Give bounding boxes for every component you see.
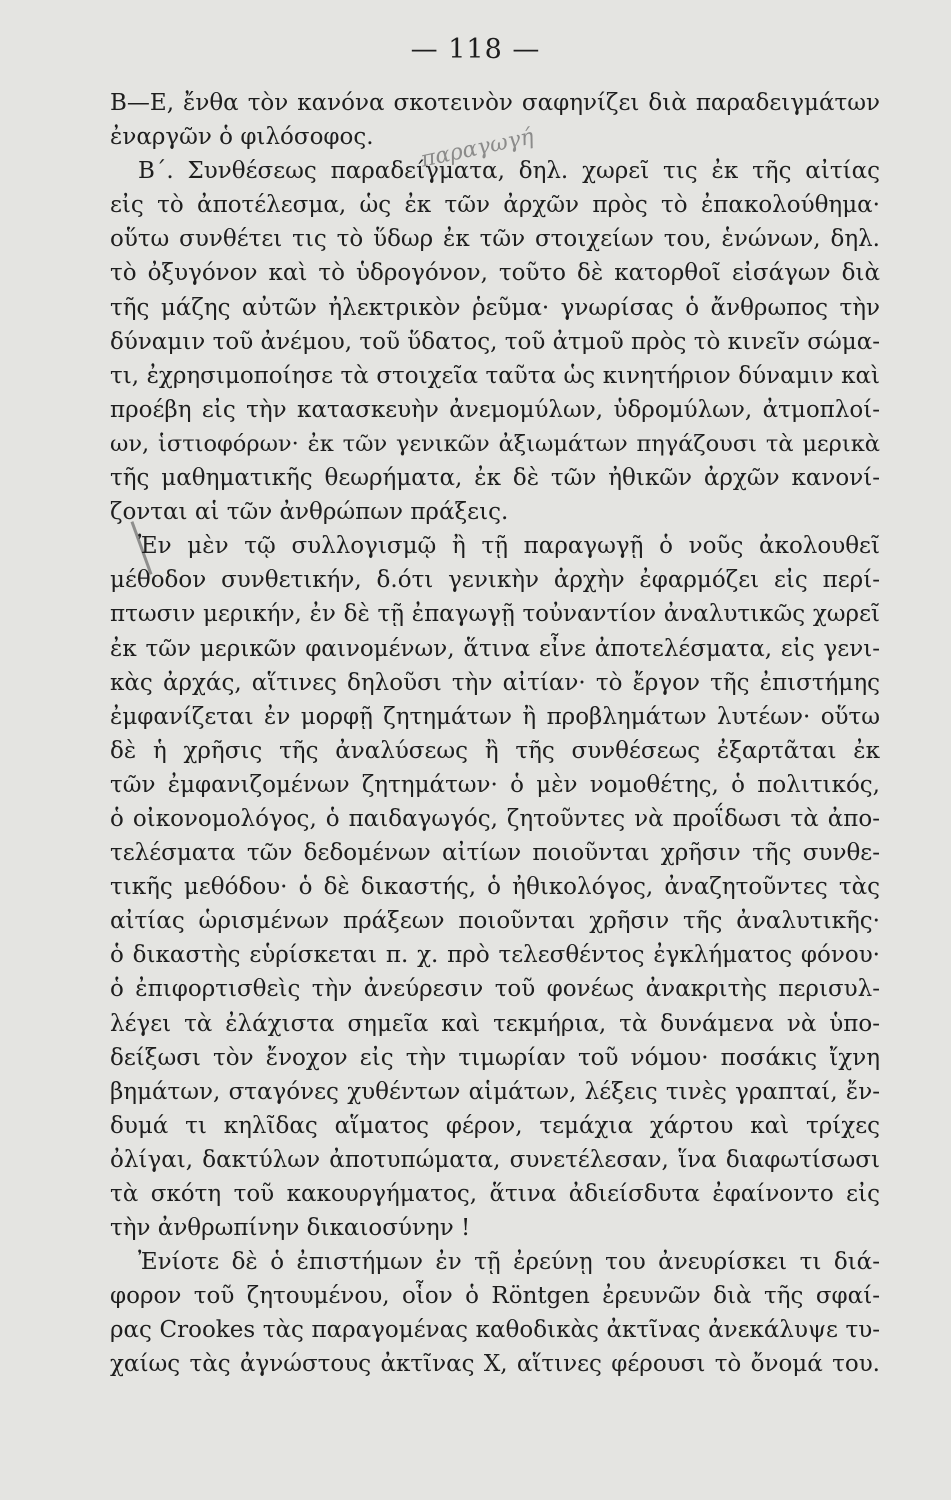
page-number: — 118 —: [410, 34, 541, 65]
text-line: αἰτίας ὡρισμένων πράξεων ποιοῦνται χρῆσιν τῆς ἀναλυτικῆς·: [110, 908, 880, 935]
text-line: τῆς μαθηματικῆς θεωρήματα, ἐκ δὲ τῶν ἠθικῶν ἀρχῶν κανονί-: [110, 465, 880, 492]
text-line: ἐμφανίζεται ἐν μορφῇ ζητημάτων ἢ προβλημάτων λυτέων· οὕτω: [110, 703, 880, 730]
text-line: οὕτω συνθέτει τις τὸ ὕδωρ ἐκ τῶν στοιχείων του, ἑνώνων, δηλ.: [110, 226, 880, 253]
text-line: βημάτων, σταγόνες χυθέντων αἱμάτων, λέξεις τινὲς γραπταί, ἔν-: [110, 1078, 880, 1105]
text-line: φορον τοῦ ζητουμένου, οἷον ὁ Röntgen ἐρευνῶν διὰ τῆς σφαί-: [110, 1283, 880, 1310]
text-line: τὰ σκότη τοῦ κακουργήματος, ἅτινα ἀδιείσδυτα ἐφαίνοντο εἰς: [110, 1181, 880, 1207]
text-line: πτωσιν μερικήν, ἐν δὲ τῇ ἐπαγωγῇ τοὐναντίον ἀναλυτικῶς χωρεῖ: [110, 601, 880, 628]
text-line: Ἐν μὲν τῷ συλλογισμῷ ἢ τῇ παραγωγῇ ὁ νοῦς ἀκολουθεῖ: [138, 533, 880, 560]
text-line: προέβη εἰς τὴν κατασκευὴν ἀνεμομύλων, ὑδρομύλων, ἀτμοπλοί-: [110, 396, 880, 423]
text-line: Ἐνίοτε δὲ ὁ ἐπιστήμων ἐν τῇ ἐρεύνῃ του ἀνευρίσκει τι διά-: [138, 1249, 880, 1276]
text-line: τῆς μάζης αὐτῶν ἠλεκτρικὸν ῥεῦμα· γνωρίσας ὁ ἄνθρωπος τὴν: [110, 294, 880, 321]
text-line: χαίως τὰς ἀγνώστους ἀκτῖνας X, αἵτινες φέρουσι τὸ ὄνομά του.: [110, 1351, 880, 1378]
body-text: [110, 86, 880, 1382]
text-line: δύναμιν τοῦ ἀνέμου, τοῦ ὕδατος, τοῦ ἀτμοῦ πρὸς τὸ κινεῖν σώμα-: [110, 328, 880, 355]
text-line: δὲ ἡ χρῆσις τῆς ἀναλύσεως ἢ τῆς συνθέσεως ἐξαρτᾶται ἐκ: [110, 737, 880, 764]
text-line: τῶν ἐμφανιζομένων ζητημάτων· ὁ μὲν νομοθέτης, ὁ πολιτικός,: [110, 771, 880, 798]
text-line: ὁ οἰκονομολόγος, ὁ παιδαγωγός, ζητοῦντες νὰ προΐδωσι τὰ ἀπο-: [110, 805, 880, 832]
text-line: τὸ ὀξυγόνον καὶ τὸ ὑδρογόνον, τοῦτο δὲ κατορθοῖ εἰσάγων διὰ: [110, 260, 880, 287]
text-line: τελέσματα τῶν δεδομένων αἰτίων ποιοῦνται χρῆσιν τῆς συνθε-: [110, 840, 880, 867]
text-line: ζονται αἱ τῶν ἀνθρώπων πράξεις.: [110, 499, 509, 526]
text-line: τι, ἐχρησιμοποίησε τὰ στοιχεῖα ταῦτα ὡς κινητήριον δύναμιν καὶ: [110, 362, 880, 389]
handwritten-annotation: παραγωγή: [418, 124, 536, 173]
text-line: ὀλίγαι, δακτύλων ἀποτυπώματα, συνετέλεσαν, ἵνα διαφωτίσωσι: [110, 1146, 880, 1173]
text-line: ὁ δικαστὴς εὑρίσκεται π. χ. πρὸ τελεσθέντος ἐγκλήματος φόνου·: [110, 942, 880, 969]
text-line: εἰς τὸ ἀποτέλεσμα, ὡς ἐκ τῶν ἀρχῶν πρὸς τὸ ἐπακολούθημα·: [110, 192, 880, 219]
text-line: δυμά τι κηλῖδας αἵματος φέρον, τεμάχια χάρτου καὶ τρίχες: [110, 1112, 880, 1139]
text-line: ἐναργῶν ὁ φιλόσοφος.: [110, 124, 374, 151]
text-line: ρας Crookes τὰς παραγομένας καθοδικὰς ἀκτῖνας ἀνεκάλυψε τυ-: [110, 1317, 880, 1344]
text-line: δείξωσι τὸν ἔνοχον εἰς τὴν τιμωρίαν τοῦ νόμου· ποσάκις ἴχνη: [110, 1044, 880, 1071]
text-line: μέθοδον συνθετικήν, δ.ότι γενικὴν ἀρχὴν ἐφαρμόζει εἰς περί-: [110, 567, 880, 594]
text-line: κὰς ἀρχάς, αἵτινες δηλοῦσι τὴν αἰτίαν· τὸ ἔργον τῆς ἐπιστήμης: [110, 669, 880, 696]
text-line: B—E, ἔνθα τὸν κανόνα σκοτεινὸν σαφηνίζει διὰ παραδειγμάτων: [110, 90, 880, 116]
text-line: ἐκ τῶν μερικῶν φαινομένων, ἅτινα εἶνε ἀποτελέσματα, εἰς γενι-: [110, 635, 880, 662]
text-line: ων, ἱστιοφόρων· ἐκ τῶν γενικῶν ἀξιωμάτων πηγάζουσι τὰ μερικὰ: [110, 430, 880, 457]
text-line: τικῆς μεθόδου· ὁ δὲ δικαστής, ὁ ἠθικολόγος, ἀναζητοῦντες τὰς: [110, 874, 880, 901]
text-line: λέγει τὰ ἐλάχιστα σημεῖα καὶ τεκμήρια, τὰ δυνάμενα νὰ ὑπο-: [110, 1010, 880, 1037]
text-line: ὁ ἐπιφορτισθεὶς τὴν ἀνεύρεσιν τοῦ φονέως ἀνακριτὴς περισυλ-: [110, 976, 880, 1003]
text-line: Β΄. Συνθέσεως παραδείγματα, δηλ. χωρεῖ τις ἐκ τῆς αἰτίας: [138, 158, 880, 185]
text-line: τὴν ἀνθρωπίνην δικαιοσύνην !: [110, 1215, 471, 1242]
